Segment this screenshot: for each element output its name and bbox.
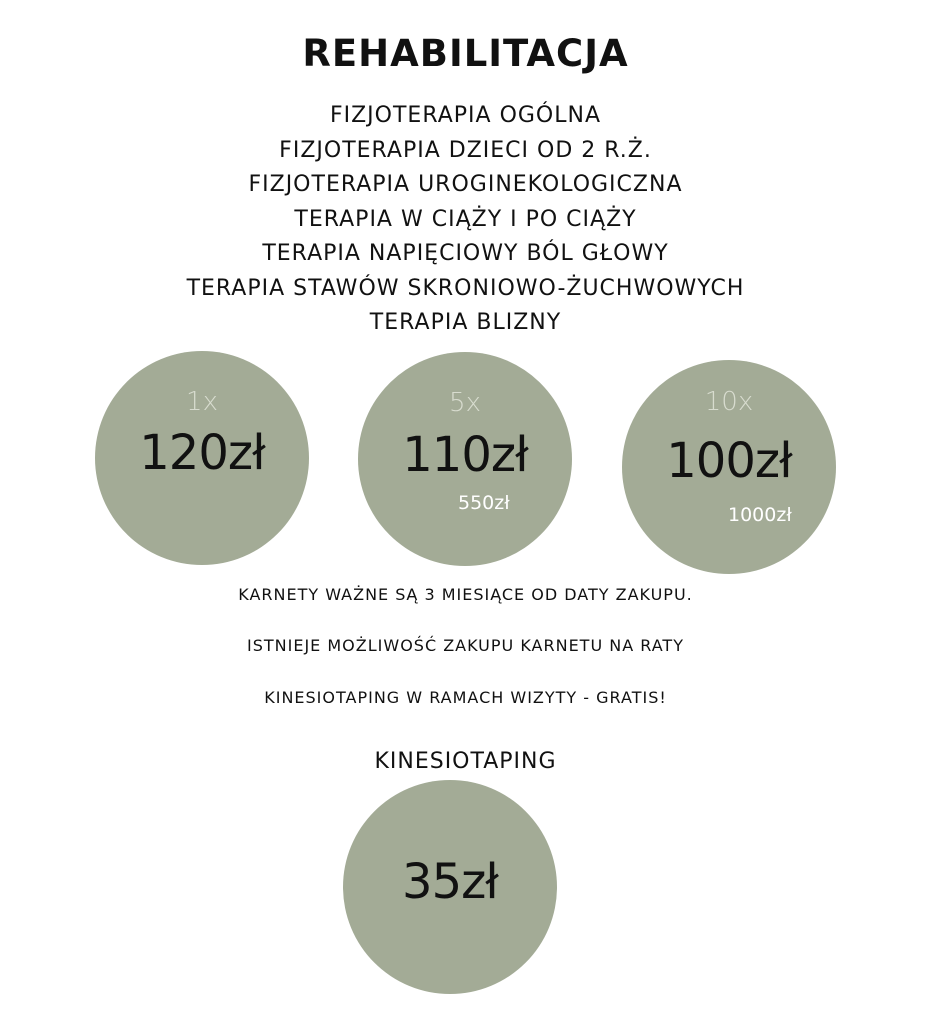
note-validity: KARNETY WAŻNE SĄ 3 MIESIĄCE OD DATY ZAKUPU. [238,585,693,604]
services-list [0,99,931,341]
service-item: FIZJOTERAPIA DZIECI OD 2 R.Ż. [279,137,652,163]
session-price: 100zł [666,433,792,489]
service-item: TERAPIA NAPIĘCIOWY BÓL GŁOWY [262,241,669,266]
service-item: TERAPIA STAWÓW SKRONIOWO-ŻUCHWOWYCH [186,275,745,301]
package-total: 550zł [458,492,510,514]
note-kinesiotaping-free: KINESIOTAPING W RAMACH WIZYTY - GRATIS! [264,688,667,707]
price-circle-5x [358,352,572,566]
session-price: 120zł [139,425,265,481]
session-price: 110zł [402,427,528,483]
service-item: FIZJOTERAPIA UROGINEKOLOGICZNA [248,172,683,197]
session-count: 5x [449,388,481,418]
kinesiotaping-price: 35zł [402,854,498,910]
price-circle-1x [95,351,309,565]
service-item: TERAPIA BLIZNY [369,310,562,335]
note-installments: ISTNIEJE MOŻLIWOŚĆ ZAKUPU KARNETU NA RATY [247,636,684,655]
page-title: REHABILITACJA [302,32,629,75]
price-circle-10x [622,360,836,574]
kinesiotaping-price-circle [343,780,557,994]
session-count: 10x [704,387,754,417]
package-total: 1000zł [728,504,792,526]
kinesiotaping-title: KINESIOTAPING [374,749,557,774]
service-item: FIZJOTERAPIA OGÓLNA [329,103,602,128]
session-count: 1x [186,387,218,417]
service-item: TERAPIA W CIĄŻY I PO CIĄŻY [294,206,637,232]
